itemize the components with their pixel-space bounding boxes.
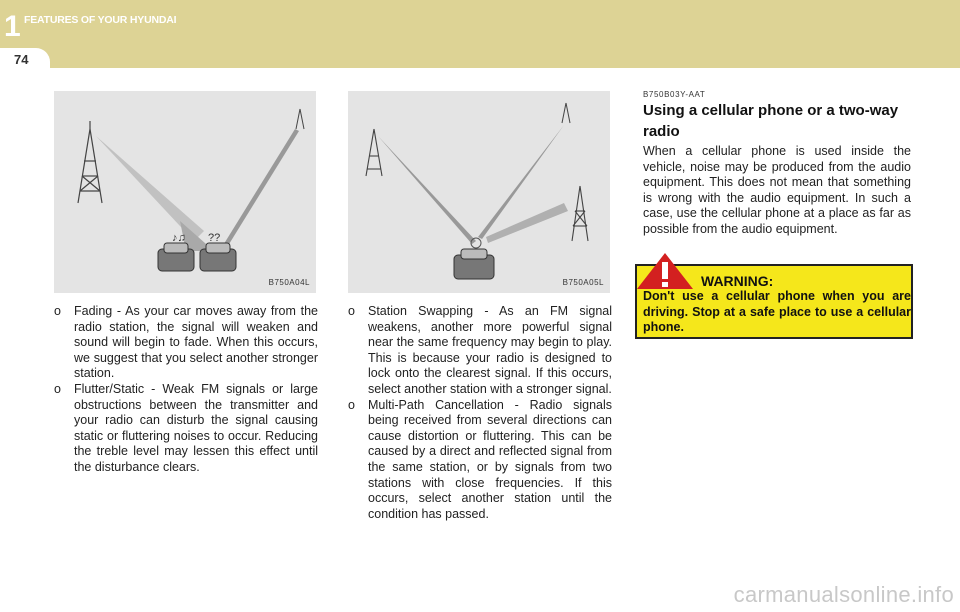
radio-tower-fading-signal-illustration: [54, 91, 316, 293]
section-heading: Using a cellular phone or a two-way radio: [643, 102, 899, 140]
bullet-mark: o: [54, 304, 61, 318]
svg-text:??: ??: [208, 232, 221, 244]
section-code: B750B03Y-AAT: [643, 90, 706, 99]
section-paragraph: When a cellular phone is used inside the vehicle, noise may be produced from the audio equipment. This does not mean that something is wrong with the audio equipment. In such a case, use the cellular phone at a place as far as possible from the audio equipment.: [643, 144, 911, 236]
header-band: [0, 0, 960, 68]
bullet-mark: o: [348, 304, 355, 318]
bullet-text: Station Swapping - As an FM signal weakens, another more powerful signal near the same frequency may begin to play. This is because your radio is designed to lock onto the clearest signal. If this occurs, select another station with a stronger signal.: [368, 304, 612, 396]
list-item: [348, 304, 612, 398]
svg-text:♪♫: ♪♫: [172, 232, 186, 244]
left-column: [54, 304, 318, 476]
radio-tower-multipath-signal-illustration: [348, 91, 610, 293]
figure-code: B750A05L: [562, 278, 604, 287]
chapter-number: 1: [4, 10, 21, 43]
bullet-mark: o: [348, 397, 355, 412]
bullet-text: Flutter/Static - Weak FM signals or large obstructions between the transmitter and your radio can disturb the signal causing static or fluttering noises to occur. Reducing the treble level may lessen this effect until the disturbance clears.: [74, 381, 318, 474]
list-item: [54, 382, 318, 476]
figure-multipath: [348, 91, 610, 293]
list-item: [348, 398, 612, 523]
page-number: 74: [14, 52, 29, 67]
bullet-mark: o: [54, 381, 61, 396]
list-item: [54, 304, 318, 382]
warning-text: Don't use a cellular phone when you are driving. Stop at a safe place to use a cellular phone.: [643, 289, 911, 334]
watermark: carmanualsonline.info: [733, 582, 954, 607]
bullet-text: Fading - As your car moves away from the radio station, the signal will weaken and sound will begin to fade. When this occurs, we suggest that you select another stronger station.: [74, 304, 318, 381]
figure-code: B750A04L: [268, 278, 310, 287]
warning-title: WARNING:: [701, 273, 774, 289]
chapter-title: FEATURES OF YOUR HYUNDAI: [24, 14, 177, 26]
bullet-text: Multi-Path Cancellation - Radio signals being received from several directions can cause distortion or fluttering. This can be caused by a direct and reflected signal from the same station, or by signals from two stations with close frequencies. If this occurs, select another station until the condition has passed.: [368, 397, 612, 521]
middle-column: [348, 304, 612, 522]
figure-fading: [54, 91, 316, 293]
exclamation-triangle-icon: [636, 252, 694, 290]
